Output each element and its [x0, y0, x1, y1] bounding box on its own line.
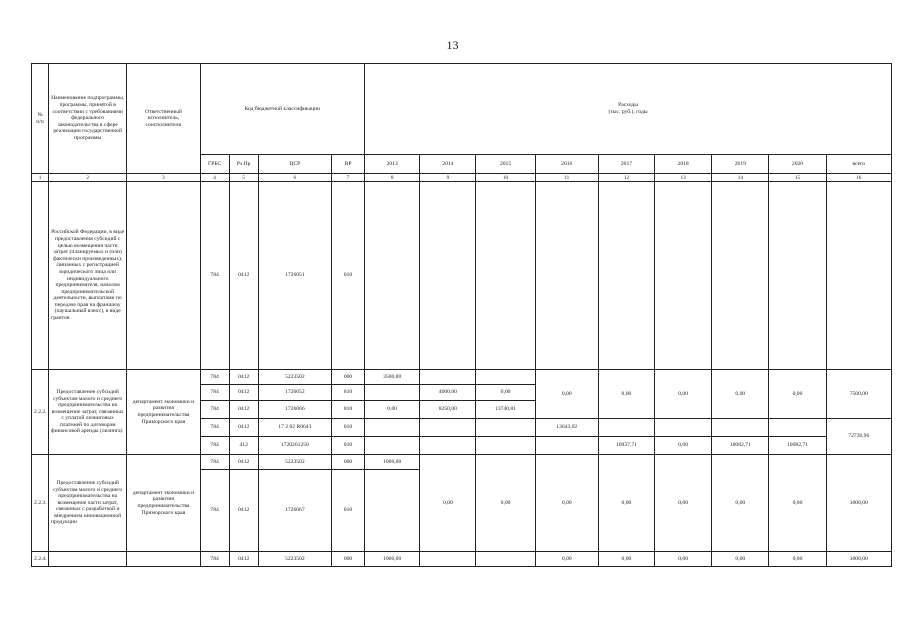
- cell-2018: 0,00: [655, 437, 712, 455]
- cell-grbs: 784: [200, 455, 229, 470]
- col-number: 11: [535, 174, 598, 182]
- cell-csr: 5223502: [258, 370, 331, 385]
- header-year-2014: 2014: [420, 155, 476, 174]
- cell-vr: 810: [331, 401, 364, 419]
- cell-rzpr: 0412: [229, 455, 258, 470]
- cell-rzpr: 0412: [229, 470, 258, 552]
- cell-rzpr: 0412: [229, 401, 258, 419]
- cell-csr: 1720261250: [258, 437, 331, 455]
- table-row: [32, 552, 892, 567]
- cell-grbs: 784: [200, 401, 229, 419]
- cell-2019: 0,00: [712, 455, 769, 552]
- cell-2017: 0,00: [598, 552, 654, 567]
- cell-total: 7500,00: [826, 370, 891, 419]
- cell-csr: 1726066: [258, 401, 331, 419]
- cell-2016: 13643,02: [535, 419, 598, 437]
- col-number: 4: [200, 174, 229, 182]
- cell-2016: 0,00: [535, 552, 598, 567]
- cell-vr: 000: [331, 455, 364, 470]
- header-responsible: Ответственный исполнитель, соисполнители: [127, 64, 200, 174]
- cell-grbs: 784: [200, 182, 229, 370]
- cell-grbs: 784: [200, 419, 229, 437]
- row-responsible: департамент экономики и развития предпринимательства Приморского края: [127, 370, 200, 455]
- row-number: 2.2.3.: [32, 455, 49, 552]
- col-number: 16: [826, 174, 891, 182]
- cell-vr: 810: [331, 385, 364, 401]
- cell-total: 1000,00: [826, 552, 891, 567]
- col-number: 7: [331, 174, 364, 182]
- header-year-2013: 2013: [365, 155, 420, 174]
- cell-2013: 0,00: [365, 401, 420, 419]
- header-year-2020: 2020: [769, 155, 826, 174]
- col-number: 9: [420, 174, 476, 182]
- header-total: всего: [826, 155, 891, 174]
- cell-csr: 1726067: [258, 470, 331, 552]
- header-csr: ЦСР: [258, 155, 331, 174]
- row-name: Предоставление субсидий субъектам малого и среднего предпринимательства на возмещение части затрат, связанных с разработкой и внедрением инновационной продукции: [49, 455, 127, 552]
- row-number: 2.2.4.: [32, 552, 49, 567]
- row-name: Предоставление субсидий субъектам малого и среднего предпринимательства на возмещение затрат, связанных с уплатой лизинговых платежей по договорам финансовой аренды (лизинга): [49, 370, 127, 455]
- cell-2020: 0,00: [769, 455, 826, 552]
- cell-csr: 5223502: [258, 455, 331, 470]
- col-number: 13: [655, 174, 712, 182]
- cell-2020: 10082,71: [769, 437, 826, 455]
- col-number: 10: [476, 174, 535, 182]
- header-codes: Код бюджетной классификации: [200, 64, 365, 155]
- cell-grbs: 784: [200, 552, 229, 567]
- col-number: 3: [127, 174, 200, 182]
- cell-2015: 0,00: [476, 385, 535, 401]
- cell-2017: 0,00: [598, 370, 654, 419]
- cell-vr: 810: [331, 470, 364, 552]
- table-row-continuation: [32, 182, 892, 370]
- header-year-2016: 2016: [535, 155, 598, 174]
- cell-vr: 810: [331, 419, 364, 437]
- cell-2018: 0,00: [655, 370, 712, 419]
- table-row: [32, 370, 892, 385]
- cell-csr: 5223502: [258, 552, 331, 567]
- table-row: [32, 455, 892, 470]
- cell-rzpr: 0412: [229, 370, 258, 385]
- cell-2018: 0,00: [655, 552, 712, 567]
- column-number-row: [32, 174, 892, 182]
- cell-rzpr: 0412: [229, 552, 258, 567]
- header-year-2018: 2018: [655, 155, 712, 174]
- cell-csr: 17 2 02 R0643: [258, 419, 331, 437]
- cell-2014: 8250,00: [420, 401, 476, 419]
- header-grbs: ГРБС: [200, 155, 229, 174]
- cell-rzpr: 0412: [229, 182, 258, 370]
- header-name: Наименование подпрограммы, программы, принятой в соответствии с требованиями федерального законодательства в сфере реализации государственной программы: [49, 64, 127, 174]
- header-row-top: [32, 64, 892, 155]
- cell-grbs: 784: [200, 370, 229, 385]
- header-year-2019: 2019: [712, 155, 769, 174]
- cell-2017: 0,00: [598, 455, 654, 552]
- header-vr: ВР: [331, 155, 364, 174]
- cell-2013: 1000,00: [365, 552, 420, 567]
- cell-2013: 1000,00: [365, 455, 420, 470]
- cell-vr: 810: [331, 182, 364, 370]
- row-responsible: департамент экономики и развития предпринимательства Приморского края: [127, 455, 200, 552]
- cell-vr: 000: [331, 370, 364, 385]
- cell-grbs: 784: [200, 437, 229, 455]
- header-year-2017: 2017: [598, 155, 654, 174]
- cell-2020: 0,00: [769, 552, 826, 567]
- header-year-2015: 2015: [476, 155, 535, 174]
- row-name: Российской Федерации, в виде предоставления субсидий с целью возмещения части затрат (планируемых и (или) фактически произведенных), связанных с регистрацией юридического лица или индивидуального предпринимателя, началом предпринимательской деятельности, выплатами по передаче прав на франшизу (паушальный взнос), в виде грантов: [49, 182, 127, 370]
- cell-2019: 0,00: [712, 552, 769, 567]
- row-number: 2.2.2.: [32, 370, 49, 455]
- cell-2016: 0,00: [535, 455, 598, 552]
- cell-2018: 0,00: [655, 455, 712, 552]
- col-number: 6: [258, 174, 331, 182]
- col-number: 12: [598, 174, 654, 182]
- col-number: 2: [49, 174, 127, 182]
- cell-grbs: 784: [200, 385, 229, 401]
- cell-2013: 3500,00: [365, 370, 420, 385]
- cell-2019: 0,00: [712, 370, 769, 419]
- cell-csr: 1726052: [258, 385, 331, 401]
- cell-rzpr: 412: [229, 437, 258, 455]
- col-number: 1: [32, 174, 49, 182]
- cell-2014: 0,00: [420, 455, 476, 552]
- cell-2020: 0,00: [769, 370, 826, 419]
- cell-total: 1000,00: [826, 455, 891, 552]
- header-expenses: Расходы (тыс. руб.), годы: [365, 64, 892, 155]
- cell-vr: 000: [331, 552, 364, 567]
- cell-2015: 0,00: [476, 455, 535, 552]
- col-number: 5: [229, 174, 258, 182]
- col-number: 8: [365, 174, 420, 182]
- cell-csr: 1726051: [258, 182, 331, 370]
- cell-grbs: 784: [200, 470, 229, 552]
- cell-2014: 4000,00: [420, 385, 476, 401]
- page-number: 13: [446, 38, 459, 52]
- col-number: 14: [712, 174, 769, 182]
- cell-2017: 16937,71: [598, 437, 654, 455]
- cell-2015: 13740,81: [476, 401, 535, 419]
- budget-table: [31, 63, 892, 567]
- cell-2019: 10082,71: [712, 437, 769, 455]
- col-number: 15: [769, 174, 826, 182]
- cell-rzpr: 0412: [229, 385, 258, 401]
- cell-2016: 0,00: [535, 370, 598, 419]
- cell-rzpr: 0412: [229, 419, 258, 437]
- header-num: № п/п: [32, 64, 49, 174]
- header-rzpr: Рз Пр: [229, 155, 258, 174]
- cell-vr: 810: [331, 437, 364, 455]
- cell-total: 72736,96: [826, 419, 891, 455]
